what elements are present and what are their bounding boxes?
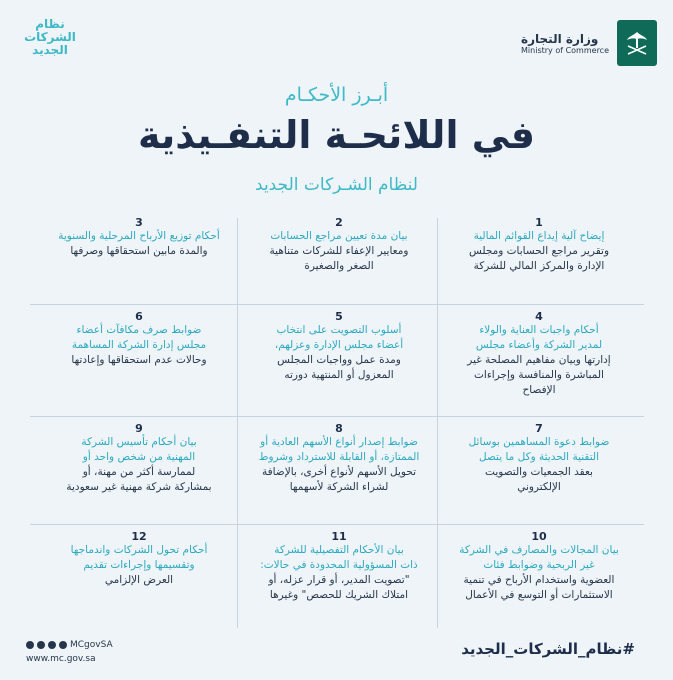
rule-number: 3 — [135, 216, 143, 229]
rule-card — [244, 530, 434, 603]
rule-number: 10 — [531, 530, 547, 543]
page-title: في اللائحـة التنفـيذية — [137, 113, 536, 157]
rule-card — [44, 216, 234, 259]
rule-text-line: العضوية واستخدام الأرباح في تنمية — [463, 574, 615, 586]
rule-card — [244, 422, 434, 495]
rule-text-line: لشراء الشركة لأسهمها — [289, 481, 389, 493]
rule-text-line: والمدة مابين استحقاقها وصرفها — [70, 245, 208, 257]
rule-text-line: بيان الأحكام التفصيلية للشركة — [274, 544, 404, 556]
facebook-icon[interactable] — [37, 641, 45, 649]
rule-card — [444, 310, 634, 398]
rule-text-line: المعزول أو المنتهية دورته — [284, 369, 394, 381]
rule-text-line: أحكام تحول الشركات واندماجها — [70, 544, 208, 556]
page-subtitle: لنظام الشـركات الجديد — [255, 175, 418, 195]
instagram-icon[interactable] — [59, 641, 67, 649]
social-handle: MCgovSA — [70, 640, 113, 650]
rule-text-line: ضوابط إصدار أنواع الأسهم العادية أو — [260, 436, 418, 448]
new-companies-law-logo: نظام الشركات الجديد — [24, 17, 76, 57]
rule-card — [444, 216, 634, 274]
rule-text-line: ذات المسؤولية المحدودة في حالات: — [260, 559, 418, 571]
ministry-name-en: Ministry of Commerce — [521, 45, 609, 55]
rule-text-line: الاستثمارات أو التوسع في الأعمال — [465, 589, 613, 601]
rule-text-line: أعضاء مجلس الإدارة وعزلهم، — [274, 339, 404, 351]
rule-text-line: الصغر والصغيرة — [304, 260, 374, 272]
rule-text-line: المهنية من شخص واحد أو — [82, 451, 196, 463]
rule-text-line: الإدارة والمركز المالي للشركة — [473, 260, 605, 272]
rule-number: 7 — [535, 422, 543, 435]
website-link[interactable]: www.mc.gov.sa — [26, 654, 96, 664]
rule-text-line: التقنية الحديثة وكل ما يتصل — [478, 451, 600, 463]
rule-card — [44, 422, 234, 495]
rule-card — [244, 216, 434, 274]
rule-text-line: أسلوب التصويت على انتخاب — [276, 324, 402, 336]
rule-text-line: ومدة عمل وواجبات المجلس — [277, 354, 401, 366]
rule-text-line: "تصويت المدير، أو قرار عزله، أو — [268, 574, 410, 586]
rule-text-line: المباشرة والمنافسة وإجراءات — [474, 369, 604, 381]
rule-text-line: إيضاح آلية إيداع القوائم المالية — [473, 230, 605, 242]
rule-text-line: تحويل الأسهم لأنواع أخرى، بالإضافة — [261, 466, 417, 478]
rules-grid — [30, 212, 644, 630]
rule-number: 9 — [135, 422, 143, 435]
row-divider — [30, 416, 644, 417]
rule-text-line: بيان مدة تعيين مراجع الحسابات — [270, 230, 408, 242]
rule-text-line: غير الربحية وضوابط فئات — [483, 559, 595, 571]
rule-text-line: ضوابط دعوة المساهمين بوسائل — [468, 436, 610, 448]
rule-card — [44, 530, 234, 588]
rule-number: 6 — [135, 310, 143, 323]
palm-swords-emblem-icon — [617, 20, 657, 66]
rule-text-line: بمشاركة شركة مهنية غير سعودية — [66, 481, 212, 493]
rule-text-line: ضوابط صرف مكافآت أعضاء — [76, 324, 202, 336]
rule-number: 8 — [335, 422, 343, 435]
rule-text-line: امتلاك الشريك للحصص" وغيرها — [269, 589, 409, 601]
rule-text-line: ومعايير الإعفاء للشركات متناهية — [269, 245, 409, 257]
rule-card — [444, 530, 634, 603]
rule-card — [244, 310, 434, 383]
kicker-text: أبـرز الأحكـام — [284, 84, 389, 106]
column-divider — [237, 218, 238, 628]
rule-text-line: وتقسيمها وإجراءات تقديم — [83, 559, 195, 571]
ministry-name-ar: وزارة التجارة — [521, 31, 599, 46]
rule-number: 1 — [535, 216, 543, 229]
rule-text-line: الإفصاح — [522, 384, 556, 396]
rule-text-line: وحالات عدم استحقاقها وإعادتها — [71, 354, 207, 366]
rule-text-line: بيان أحكام تأسيس الشركة — [81, 436, 197, 448]
row-divider — [30, 304, 644, 305]
rule-text-line: بيان المجالات والمصارف في الشركة — [459, 544, 619, 556]
rule-text-line: وتقرير مراجع الحسابات ومجلس — [468, 245, 610, 257]
contact-footer — [26, 640, 113, 664]
social-links[interactable] — [26, 640, 113, 650]
youtube-icon[interactable] — [48, 641, 56, 649]
twitter-icon[interactable] — [26, 641, 34, 649]
rule-text-line: الإلكتروني — [517, 481, 561, 493]
rule-number: 4 — [535, 310, 543, 323]
rule-number: 11 — [331, 530, 347, 543]
rule-number: 12 — [131, 530, 147, 543]
rule-text-line: الممتازة، أو القابلة للاسترداد وشروط — [258, 451, 420, 463]
row-divider — [30, 524, 644, 525]
rule-number: 2 — [335, 216, 343, 229]
rule-text-line: إدارتها وبيان مفاهيم المصلحة غير — [467, 354, 611, 366]
rule-text-line: لممارسة أكثر من مهنة، أو — [82, 466, 196, 478]
rule-text-line: مجلس إدارة الشركة المساهمة — [71, 339, 207, 351]
rule-text-line: أحكام توزيع الأرباح المرحلية والسنوية — [58, 230, 220, 242]
rule-text-line: أحكام واجبات العناية والولاء — [479, 324, 599, 336]
rule-number: 5 — [335, 310, 343, 323]
rule-text-line: لمدير الشركة وأعضاء مجلس — [475, 339, 603, 351]
hashtag: #نظام_الشركات_الجديد — [461, 640, 635, 658]
ministry-logo — [521, 20, 657, 66]
column-divider — [437, 218, 438, 628]
rule-card — [44, 310, 234, 368]
rule-text-line: بعقد الجمعيات والتصويت — [485, 466, 593, 478]
rule-card — [444, 422, 634, 495]
rule-text-line: العرض الإلزامي — [104, 574, 174, 586]
